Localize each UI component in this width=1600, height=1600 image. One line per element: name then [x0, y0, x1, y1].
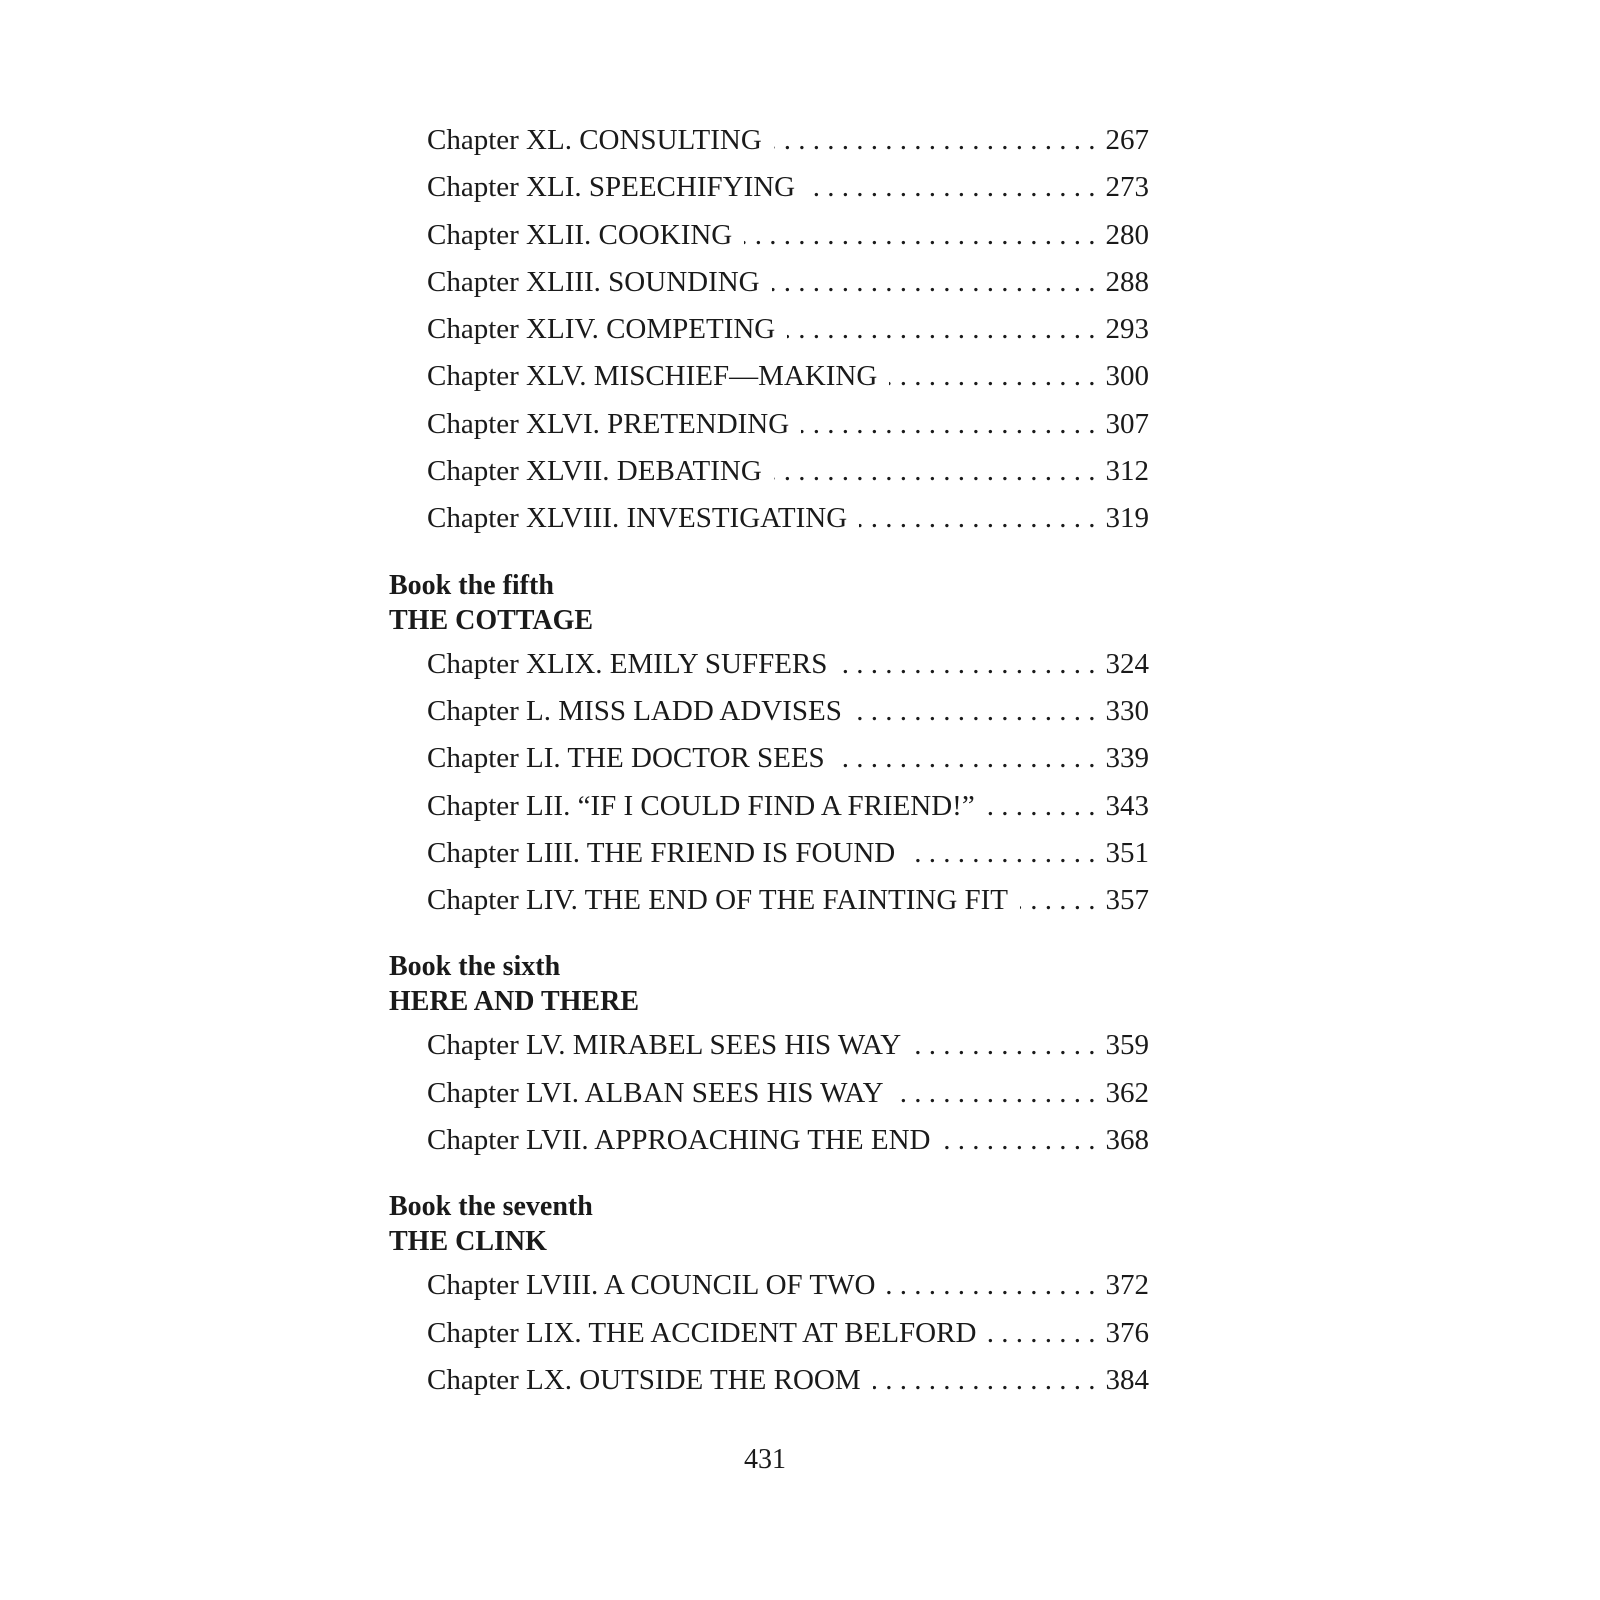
page-number: 267: [1105, 124, 1149, 156]
toc-entry: [389, 695, 1149, 742]
toc-section-0: [389, 124, 1149, 550]
toc-entry: [389, 1269, 1149, 1316]
dot-leader: [859, 502, 1095, 535]
toc-entry: [389, 124, 1149, 171]
page-number: 351: [1105, 836, 1149, 869]
chapter-title: Chapter LIV. THE END OF THE FAINTING FIT: [427, 884, 1009, 917]
page-number: 343: [1105, 789, 1149, 822]
chapter-title: Chapter LIX. THE ACCIDENT AT BELFORD: [427, 1316, 977, 1349]
chapter-title: Chapter XL. CONSULTING: [427, 124, 762, 156]
book-heading: [389, 949, 1149, 1019]
page-number: 339: [1105, 742, 1149, 775]
page-number: 324: [1105, 647, 1149, 680]
toc-entry: [389, 790, 1149, 837]
chapter-title: Chapter XLVI. PRETENDING: [427, 407, 790, 440]
book-name: THE CLINK: [389, 1226, 547, 1258]
toc-entry: [389, 1124, 1149, 1171]
book-heading: [389, 1189, 1149, 1259]
toc-entry: [389, 1077, 1149, 1124]
book-title: Book the fifth: [389, 569, 554, 601]
book-heading: [389, 568, 1149, 638]
chapter-title: Chapter XLVII. DEBATING: [427, 455, 762, 488]
chapter-title: Chapter LVI. ALBAN SEES HIS WAY: [427, 1076, 884, 1109]
dot-leader: [837, 742, 1096, 775]
toc-entry: [389, 1364, 1149, 1411]
dot-leader: [774, 124, 1096, 157]
toc-section-2: [389, 949, 1149, 1171]
toc-entry: [389, 171, 1149, 218]
page-number: 362: [1105, 1076, 1149, 1109]
toc-entry: [389, 884, 1149, 931]
chapter-title: Chapter LV. MIRABEL SEES HIS WAY: [427, 1029, 902, 1062]
toc-entry: [389, 455, 1149, 502]
page-number: 372: [1105, 1269, 1149, 1302]
page-number: 384: [1105, 1363, 1149, 1396]
page-number: 319: [1105, 502, 1149, 535]
dot-leader: [887, 1269, 1095, 1302]
chapter-title: Chapter XLIX. EMILY SUFFERS: [427, 647, 828, 680]
toc-entry: [389, 266, 1149, 313]
page-number: 357: [1105, 884, 1149, 917]
dot-leader: [988, 1317, 1095, 1350]
dot-leader: [787, 313, 1095, 346]
dot-leader: [907, 837, 1095, 870]
toc-entry: [389, 1029, 1149, 1076]
toc-entry: [389, 837, 1149, 884]
chapter-title: Chapter XLI. SPEECHIFYING: [427, 171, 796, 204]
chapter-title: Chapter LI. THE DOCTOR SEES: [427, 742, 825, 775]
page-number: 368: [1105, 1124, 1149, 1157]
book-name: HERE AND THERE: [389, 986, 639, 1018]
toc-entry: [389, 742, 1149, 789]
table-of-contents: [389, 124, 1149, 1411]
toc-entry: [389, 648, 1149, 695]
page-number: 376: [1105, 1316, 1149, 1349]
dot-leader: [896, 1077, 1096, 1110]
page-number: 307: [1105, 407, 1149, 440]
dot-leader: [839, 648, 1095, 681]
chapter-title: Chapter XLVIII. INVESTIGATING: [427, 502, 848, 535]
page-number: 330: [1105, 694, 1149, 727]
dot-leader: [744, 219, 1095, 252]
dot-leader: [987, 790, 1096, 823]
chapter-title: Chapter LVIII. A COUNCIL OF TWO: [427, 1269, 876, 1302]
dot-leader: [873, 1364, 1096, 1397]
chapter-title: Chapter XLIV. COMPETING: [427, 313, 776, 346]
chapter-title: Chapter XLIII. SOUNDING: [427, 265, 760, 298]
dot-leader: [807, 171, 1095, 204]
page-number: 359: [1105, 1029, 1149, 1062]
chapter-title: Chapter LX. OUTSIDE THE ROOM: [427, 1363, 861, 1396]
chapter-title: Chapter LII. “IF I COULD FIND A FRIEND!”: [427, 789, 975, 822]
dot-leader: [774, 455, 1096, 488]
dot-leader: [854, 695, 1096, 728]
chapter-title: Chapter L. MISS LADD ADVISES: [427, 694, 842, 727]
book-title: Book the sixth: [389, 951, 561, 983]
page-number: 293: [1105, 313, 1149, 346]
toc-entry: [389, 360, 1149, 407]
book-name: THE COTTAGE: [389, 604, 594, 636]
dot-leader: [913, 1029, 1095, 1062]
chapter-title: Chapter XLII. COOKING: [427, 218, 733, 251]
dot-leader: [1020, 884, 1095, 917]
page-number: 300: [1105, 360, 1149, 393]
toc-entry: [389, 408, 1149, 455]
chapter-title: Chapter XLV. MISCHIEF—MAKING: [427, 360, 878, 393]
toc-entry: [389, 313, 1149, 360]
chapter-title: Chapter LVII. APPROACHING THE END: [427, 1124, 931, 1157]
dot-leader: [801, 408, 1095, 441]
page-folio: 431: [744, 1444, 786, 1475]
page-number: 280: [1105, 218, 1149, 251]
book-title: Book the seventh: [389, 1191, 593, 1223]
chapter-title: Chapter LIII. THE FRIEND IS FOUND: [427, 836, 896, 869]
toc-entry: [389, 1317, 1149, 1364]
toc-section-3: [389, 1189, 1149, 1411]
page-number: 288: [1105, 265, 1149, 298]
toc-entry: [389, 502, 1149, 549]
dot-leader: [772, 266, 1096, 299]
toc-section-1: [389, 568, 1149, 932]
dot-leader: [889, 360, 1095, 393]
toc-entry: [389, 219, 1149, 266]
page-number: 273: [1105, 171, 1149, 204]
dot-leader: [942, 1124, 1095, 1157]
page-number: 312: [1105, 455, 1149, 488]
